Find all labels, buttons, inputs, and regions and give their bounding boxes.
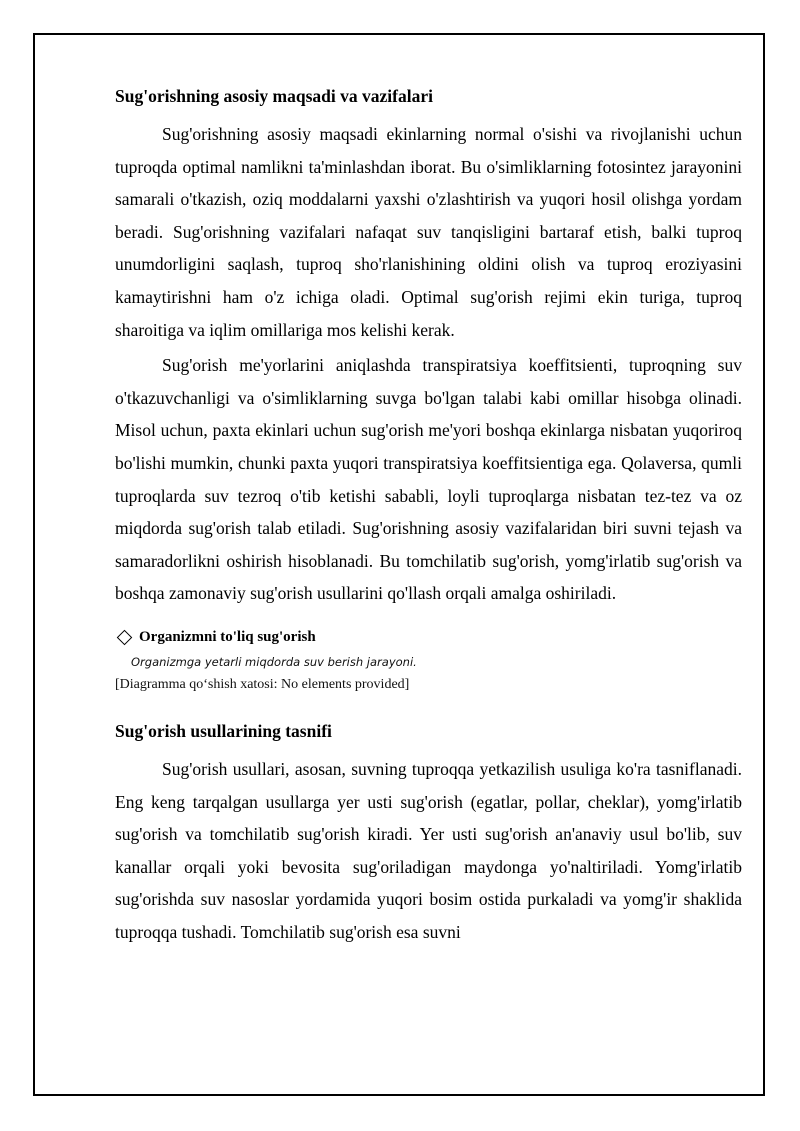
paragraph-purpose-2: Sug'orish me'yorlarini aniqlashda transpiratsiya koeffitsienti, tuproqning suv o'tkazuvchanligi va o'simliklarning suvga bo'lgan talabi kabi omillar hisobga olinadi. Misol uchun, paxta ekinlari uchun sug'orish me'yori boshqa ekinlarga nisbatan yuqoriroq bo'lishi mumkin, chunki paxta yuqori transpiratsiya koeffitsientiga ega. Qolaversa, qumli tuproqlarda suv tezroq o'tib ketishi sababli, loyli tuproqlarga nisbatan tez-tez va oz miqdorda sug'orish talab etiladi. Sug'orishning asosiy vazifalaridan biri suvni tejash va samaradorlikni oshirish hisoblanadi. Bu tomchilatib sug'orish, yomg'irlatib sug'orish va boshqa zamonaviy sug'orish usullarini qo'llash orqali amalga oshiriladi. — [115, 355, 742, 604]
paragraph-classification-1: Sug'orish usullari, asosan, suvning tuproqqa yetkazilish usuliga ko'ra tasniflanadi. Eng keng tarqalgan usullarga yer usti sug'orish (egatlar, pollar, cheklar), yomg'irlatib sug'orish va tomchilatib sug'orish kiradi. Yer usti sug'orish an'anaviy usul bo'lib, suv kanallar orqali yoki bevosita sug'oriladigan maydonga yo'naltiriladi. Yomg'irlatib sug'orishda suv nasoslar yordamida yuqori bosim ostida purkaladi va yomg'ir shaklida tuproqqa tushadi. Tomchilatib sug'orish esa suvni — [115, 758, 742, 942]
section-heading-purpose: Sug'orishning asosiy maqsadi va vazifalari — [115, 86, 433, 106]
callout-subtitle: Organizmga yetarli miqdorda suv berish jarayoni. — [131, 654, 417, 669]
diamond-icon — [117, 630, 133, 646]
diagram-callout — [115, 626, 742, 693]
callout-title-row — [115, 626, 742, 650]
callout-title: Organizmni to'liq sug'orish — [139, 629, 316, 646]
section-heading-classification: Sug'orish usullarining tasnifi — [115, 720, 332, 741]
diagram-error-message: [Diagramma qo‘shish xatosi: No elements provided] — [115, 676, 410, 692]
document-body — [115, 84, 742, 951]
paragraph-purpose-1: Sug'orishning asosiy maqsadi ekinlarning normal o'sishi va rivojlanishi uchun tuproqda optimal namlikni ta'minlashdan iborat. Bu o'simliklarning fotosintez jarayonini samarali o'tkazish, oziq moddalarni yaxshi o'zlashtirish va yuqori hosil olishga yordam beradi. Sug'orishning vazifalari nafaqat suv tanqisligini bartaraf etish, balki tuproq unumdorligini saqlash, tuproq sho'rlanishining oldini olish va tuproq eroziyasini kamaytirishni ham o'z ichiga oladi. Optimal sug'orish rejimi ekin turiga, tuproq sharoitiga va iqlim omillariga mos kelishi kerak. — [115, 124, 742, 340]
